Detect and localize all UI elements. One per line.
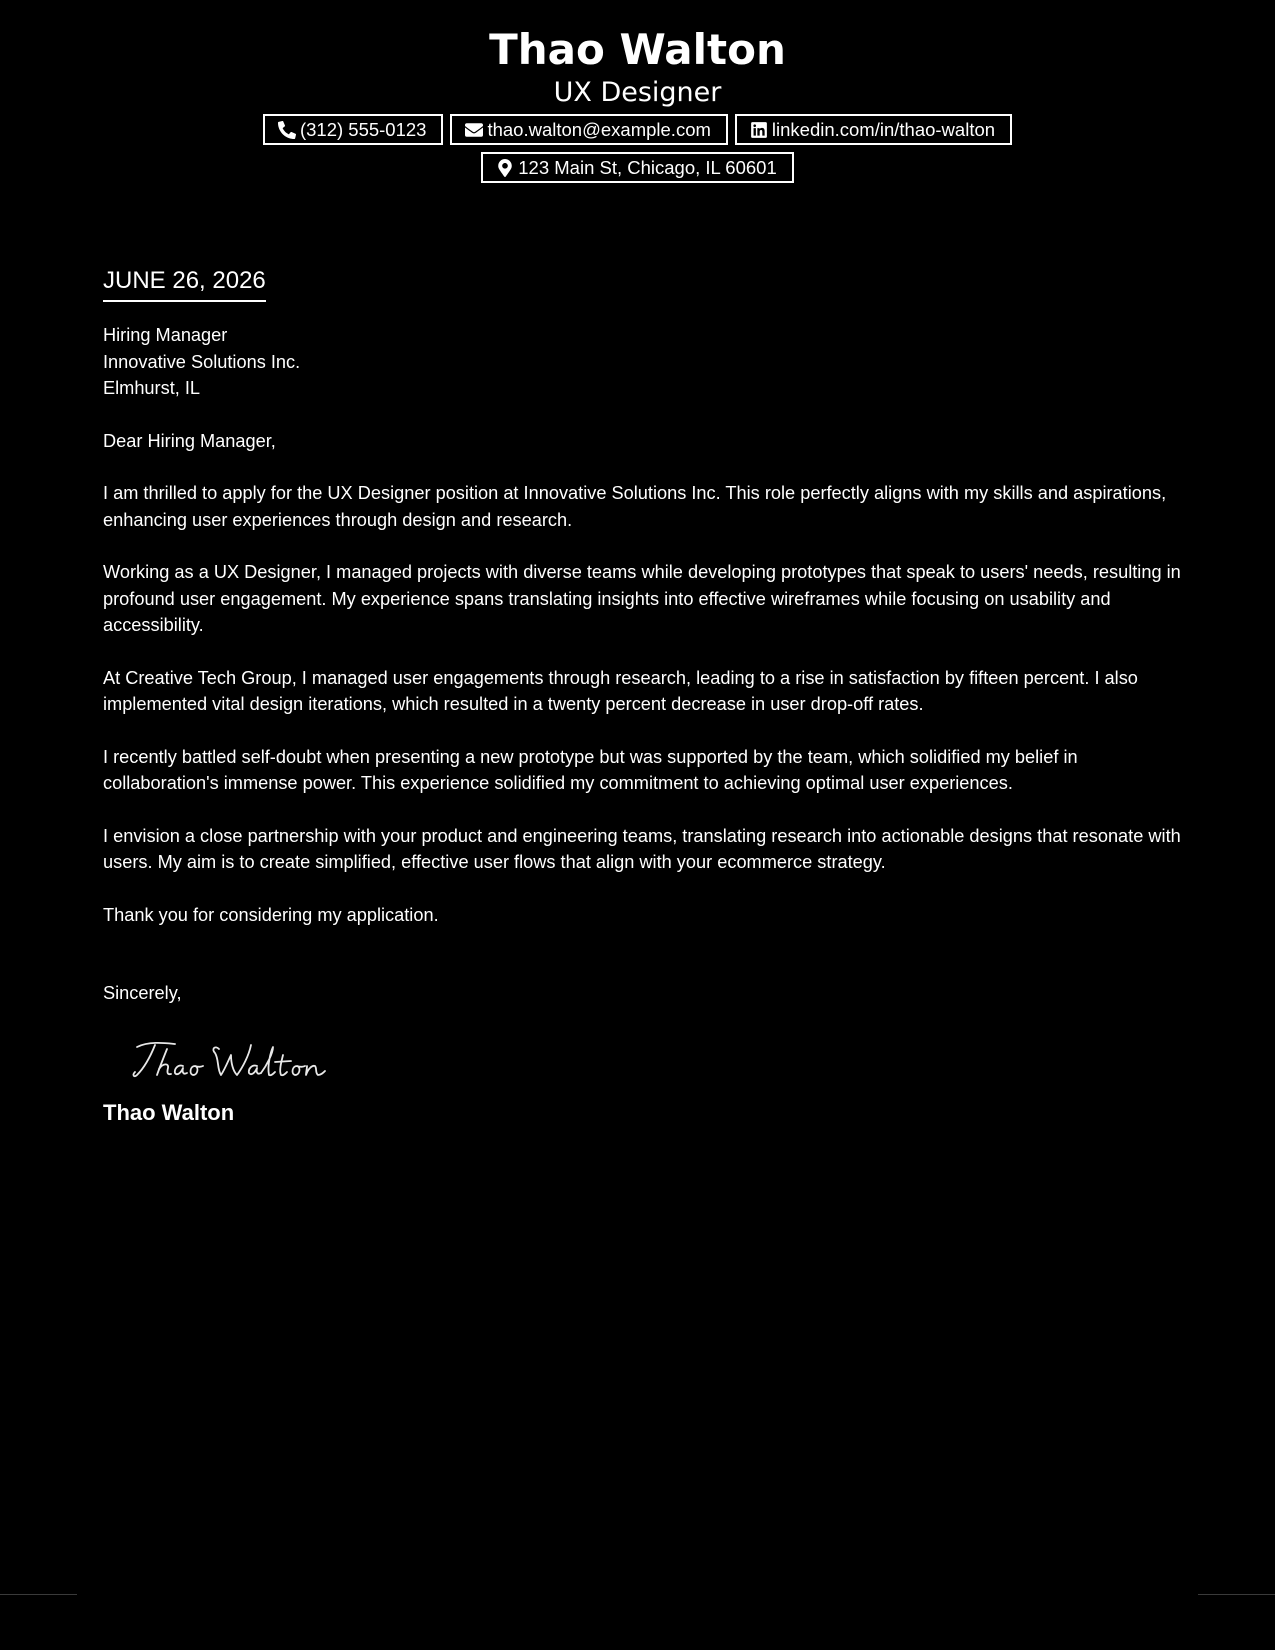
- address-contact[interactable]: [481, 152, 794, 183]
- phone-contact[interactable]: [263, 114, 444, 145]
- applicant-title: UX Designer: [553, 77, 722, 108]
- envelope-icon: [464, 120, 484, 140]
- paragraph: Working as a UX Designer, I managed projects with diverse teams while developing prototypes that speak to users' needs, resulting in profound user engagement. My experience spans translating insights into effective wireframes while focusing on usability and accessibility.: [103, 562, 1181, 635]
- phone-text: (312) 555-0123: [299, 119, 427, 140]
- address-text: 123 Main St, Chicago, IL 60601: [518, 157, 777, 178]
- greeting: Dear Hiring Manager,: [103, 430, 276, 451]
- paragraph: I envision a close partnership with your product and engineering teams, translating research into actionable designs that resonate with users. My aim is to create simplified, effective user flows that align with your ecommerce strategy.: [103, 825, 1181, 872]
- paragraph: I am thrilled to apply for the UX Designer position at Innovative Solutions Inc. This role perfectly aligns with my skills and aspirations, enhancing user experiences through design and research.: [103, 483, 1167, 530]
- letter-header: [0, 22, 1275, 183]
- linkedin-contact[interactable]: [735, 114, 1012, 145]
- handwritten-signature: [131, 1035, 1183, 1085]
- footer-rule-left: [0, 1594, 77, 1595]
- footer-rule-right: [1198, 1594, 1275, 1595]
- recipient-block: [103, 322, 1183, 402]
- letter-date: JUNE 26, 2026: [103, 266, 266, 302]
- signer-name: Thao Walton: [103, 1099, 235, 1125]
- paragraph: At Creative Tech Group, I managed user engagements through research, leading to a rise in satisfaction by fifteen percent. I also implemented vital design iterations, which resulted in a twenty percent decrease in user drop-off rates.: [103, 667, 1138, 714]
- closing: Sincerely,: [103, 983, 182, 1003]
- email-text: thao.walton@example.com: [487, 119, 711, 140]
- email-contact[interactable]: [450, 114, 727, 145]
- contact-row: [0, 114, 1275, 145]
- linkedin-text: linkedin.com/in/thao-walton: [771, 119, 996, 140]
- signature-drawing: [131, 1035, 351, 1085]
- phone-icon: [277, 120, 297, 140]
- recipient-line: Innovative Solutions Inc.: [103, 351, 301, 372]
- map-pin-icon: [495, 158, 515, 178]
- recipient-line: Hiring Manager: [103, 325, 228, 345]
- contact-row-address: [0, 152, 1275, 183]
- letter-body: [103, 266, 1183, 1127]
- linkedin-icon: [749, 120, 769, 140]
- paragraph: I recently battled self-doubt when presenting a new prototype but was supported by the team, which solidified my belief in collaboration's immense power. This experience solidified my commitment to achieving optimal user experiences.: [103, 746, 1078, 793]
- paragraph: Thank you for considering my application.: [103, 904, 439, 925]
- applicant-name: Thao Walton: [489, 25, 786, 74]
- recipient-line: Elmhurst, IL: [103, 378, 201, 398]
